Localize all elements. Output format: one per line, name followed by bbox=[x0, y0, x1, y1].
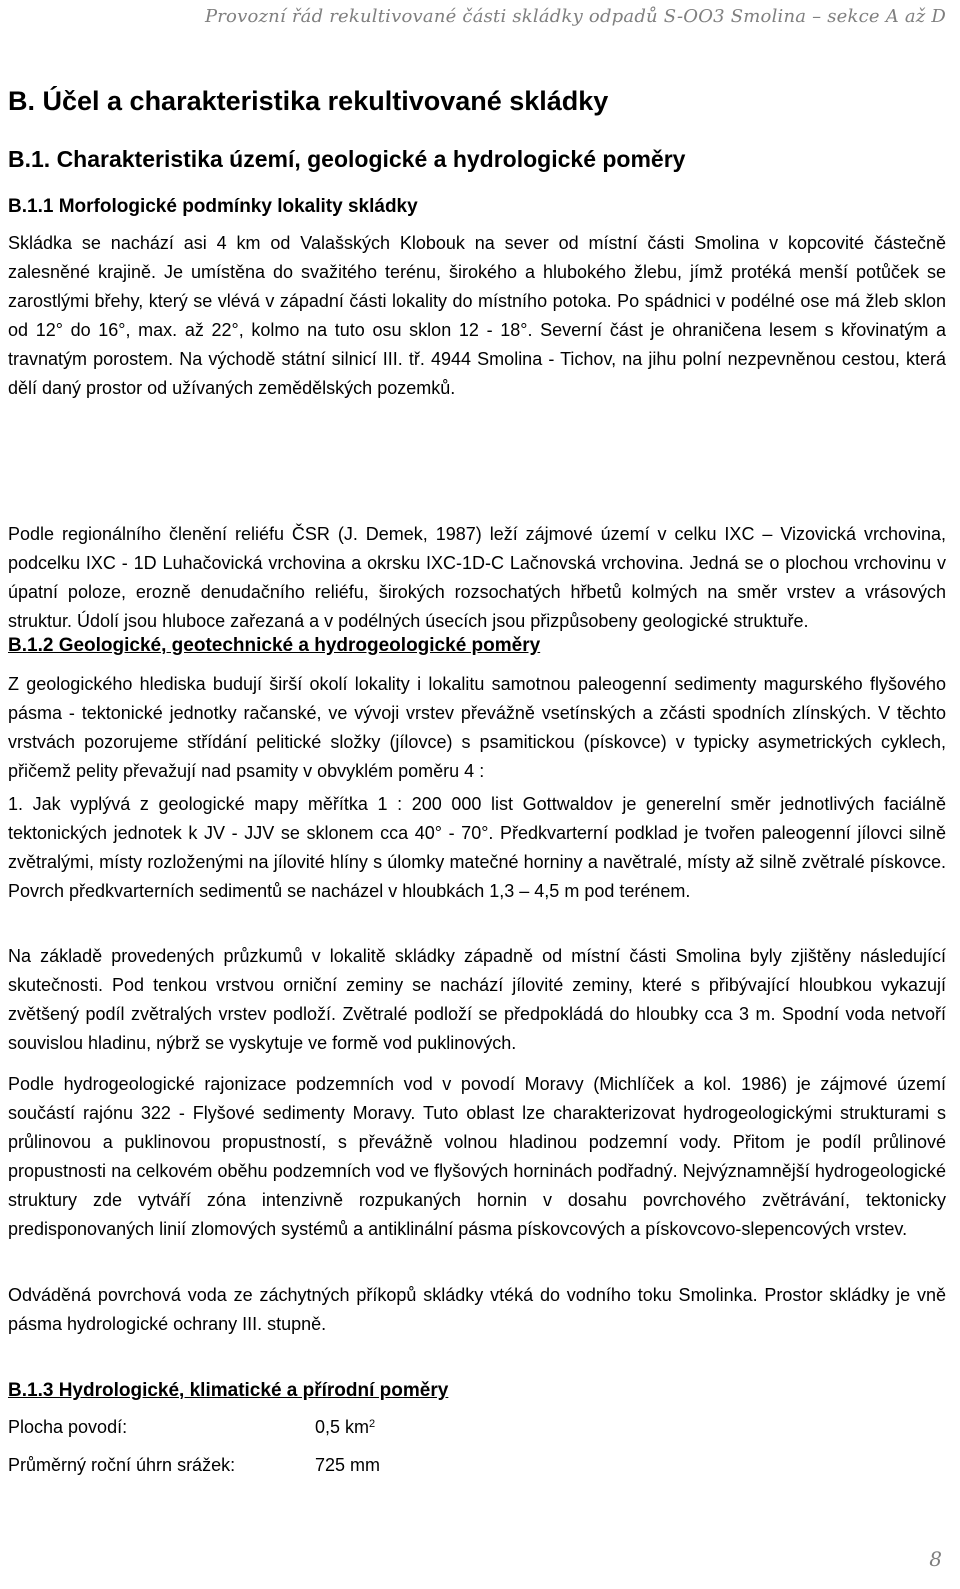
paragraph: Odváděná povrchová voda ze záchytných příkopů skládky vtéká do vodního toku Smolinka. Prostor skládky je vně pásma hydrologické ochrany III. stupně. bbox=[8, 1285, 946, 1334]
data-row-annual-precipitation bbox=[8, 1455, 381, 1476]
row-label: Plocha povodí: bbox=[8, 1417, 128, 1437]
paragraph: Skládka se nachází asi 4 km od Valašských Klobouk na sever od místní části Smolina v kopcovité částečně zalesněné krajině. Je umístěna do svažitého terénu, širokého a hlubokého žlebu, jímž protéká menší potůček se zarostlými břehy, který se vlévá v západní části lokality do místního potoka. Po spádnici v podélné ose má žleb sklon od 12° do 16°, max. až 22°, kolmo na tuto osu sklon 12 - 18°. Severní část je ohraničena lesem s křovinatým a travnatým porostem. Na východě státní silnicí III. tř. 4944 Smolina - Tichov, na jihu polní nezpevněnou cestou, která dělí daný prostor od užívaných zemědělských pozemků. bbox=[8, 233, 946, 398]
data-row-catchment-area bbox=[8, 1417, 376, 1438]
page-number: 8 bbox=[929, 1547, 942, 1571]
section-b12-title: B.1.2 Geologické, geotechnické a hydrogeologické poměry bbox=[8, 635, 541, 656]
row-label: Průměrný roční úhrn srážek: bbox=[8, 1455, 236, 1475]
paragraph: 1. Jak vyplývá z geologické mapy měřítka 1 : 200 000 list Gottwaldov je generelní směr jednotlivých faciálně tektonických jednotek k JV - JJV se sklonem cca 40° - 70°. Předkvarterní podklad je tvořen paleogenní jílovci silně zvětralými, místy rozloženými na jílovité hlíny s úlomky matečné horniny a navětralé, místy až silně zvětralé pískovce. Povrch předkvarterních sedimentů se nacházel v hloubkách 1,3 – 4,5 m pod terénem. bbox=[8, 794, 946, 901]
row-value: 0,5 $km^2$ bbox=[315, 1417, 376, 1437]
paragraph: Na základě provedených průzkumů v lokalitě skládky západně od místní části Smolina byly zjištěny následující skutečnosti. Pod tenkou vrstvou orniční zeminy se nachází jílovité zeminy, které s přibývající hloubkou vykazují zvětšený podíl zvětralých vrstev podloží. Zvětralé podloží se předpokládá do hloubky cca 3 m. Spodní voda netvoří souvislou hladinu, nýbrž se vyskytuje ve formě vod puklinových. bbox=[8, 946, 946, 1053]
section-b13-title: B.1.3 Hydrologické, klimatické a přírodní poměry bbox=[8, 1380, 449, 1401]
section-b11-title: B.1.1 Morfologické podmínky lokality skládky bbox=[8, 196, 418, 217]
paragraph: Podle hydrogeologické rajonizace podzemních vod v povodí Moravy (Michlíček a kol. 1986) je zájmové území součástí rajónu 322 - Flyšové sedimenty Moravy. Tuto oblast lze charakterizovat hydrogeologickými strukturami s průlinovou a puklinovou propustností, s převážně volnou hladinou podzemní vody. Přitom je podíl průlinové propustnosti na celkovém oběhu podzemních vod ve flyšových horninách podřadný. Nejvýznamnější hydrogeologické struktury zde vytváří zóna intenzivně rozpukaných hornin v dosahu povrchového zvětrávání, tektonicky predisponovaných linií zlomových systémů a antiklinální pásma pískovcových a pískovcovo-slepencových vrstev. bbox=[8, 1074, 946, 1239]
section-b1-title: B.1. Charakteristika území, geologické a hydrologické poměry bbox=[8, 146, 686, 172]
paragraph: Podle regionálního členění reliéfu ČSR (J. Demek, 1987) leží zájmové území v celku IXC – Vizovická vrchovina, podcelku IXC - 1D Luhačovická vrchovina a okrsku IXC-1D-C Lačnovská vrchovina. Jedná se o plochou vrchovinu v úpatní poloze, erozně denudačního reliéfu, širokých rozsochatých hřbetů kolmých na směr vrstev a vrásových struktur. Údolí jsou hluboce zařezaná a v podélných úsecích jsou přizpůsobeny geologické struktuře. bbox=[8, 524, 946, 631]
running-header: Provozní řád rekultivované části skládky odpadů S-OO3 Smolina – sekce A až D bbox=[204, 6, 946, 27]
section-b-title: B. Účel a charakteristika rekultivované skládky bbox=[8, 86, 609, 116]
row-value: 725 mm bbox=[315, 1455, 381, 1475]
paragraph: Z geologického hlediska budují širší okolí lokality i lokalitu samotnou paleogenní sedimenty magurského flyšového pásma - tektonické jednotky račanské, ve vývoji vrstev převážně vsetínských a zčásti spodních zlínských. V těchto vrstvách pozorujeme střídání pelitické složky (jílovce) s psamitickou (pískovce) v typicky asymetrických cyklech, přičemž pelity převažují nad psamity v obvyklém poměru 4 : bbox=[8, 674, 946, 781]
